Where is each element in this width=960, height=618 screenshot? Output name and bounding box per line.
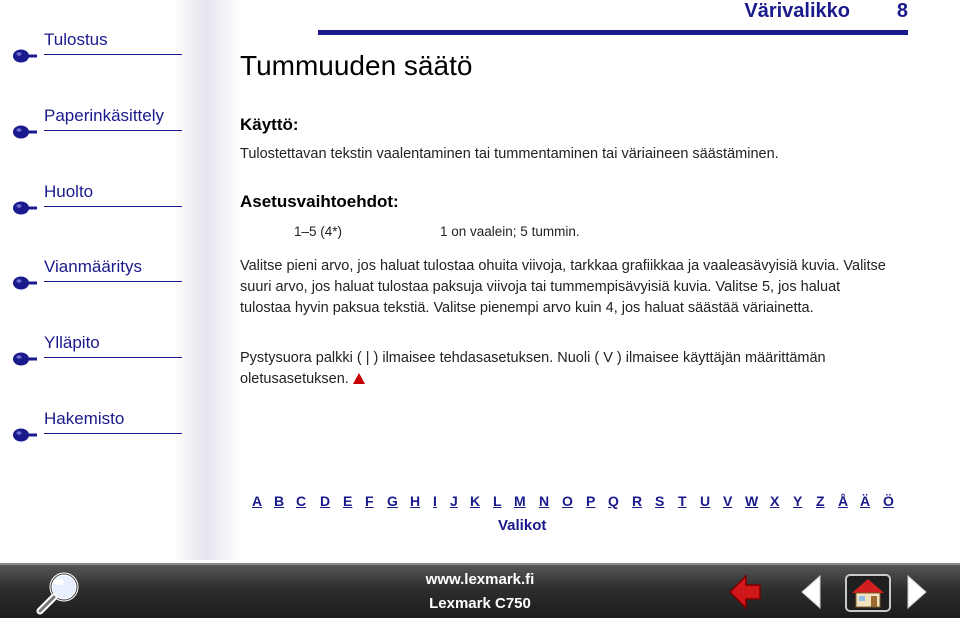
sidebar bbox=[0, 0, 240, 560]
website-url[interactable]: www.lexmark.fi bbox=[425, 571, 535, 588]
nav-bullet-icon bbox=[12, 48, 38, 64]
index-letter-m[interactable]: M bbox=[514, 493, 526, 509]
index-letter-v[interactable]: V bbox=[723, 493, 733, 509]
index-letter-j[interactable]: J bbox=[450, 493, 458, 509]
index-letter-t[interactable]: T bbox=[678, 493, 687, 509]
index-letter-n[interactable]: N bbox=[539, 493, 550, 509]
index-letter-p[interactable]: P bbox=[586, 493, 596, 509]
divider bbox=[44, 357, 182, 358]
index-letter-f[interactable]: F bbox=[365, 493, 374, 509]
divider bbox=[0, 563, 960, 565]
menus-link[interactable]: Valikot bbox=[498, 517, 547, 534]
index-letter-s[interactable]: S bbox=[655, 493, 665, 509]
product-name: Lexmark C750 bbox=[429, 595, 531, 612]
page-number: 8 bbox=[896, 0, 908, 22]
previous-page-icon[interactable] bbox=[798, 573, 824, 611]
page-title: Tummuuden säätö bbox=[240, 50, 473, 81]
index-letter-g[interactable]: G bbox=[387, 493, 398, 509]
nav-bullet-icon bbox=[12, 427, 38, 443]
option-description: 1 on vaalein; 5 tummin. bbox=[440, 224, 580, 239]
default-setting-note bbox=[240, 348, 900, 390]
index-letter-r[interactable]: R bbox=[632, 493, 643, 509]
divider bbox=[44, 433, 182, 434]
home-icon[interactable] bbox=[844, 573, 892, 613]
index-letter-u[interactable]: U bbox=[700, 493, 711, 509]
index-letter-e[interactable]: E bbox=[343, 493, 353, 509]
index-letter-a-ring[interactable]: Å bbox=[838, 493, 849, 509]
main-content bbox=[240, 0, 920, 560]
sidebar-item-label: Huolto bbox=[44, 182, 94, 201]
index-letter-x[interactable]: X bbox=[770, 493, 780, 509]
settings-heading: Asetusvaihtoehdot: bbox=[240, 192, 399, 211]
index-letter-c[interactable]: C bbox=[296, 493, 307, 509]
divider bbox=[44, 206, 182, 207]
default-setting-text: Pystysuora palkki ( | ) ilmaisee tehdasasetuksen. Nuoli ( V ) ilmaisee käyttäjän määrittämän oletusasetuksen. bbox=[240, 350, 826, 387]
sidebar-item-paperinkasittely[interactable] bbox=[12, 106, 182, 146]
nav-bullet-icon bbox=[12, 200, 38, 216]
sidebar-item-label: Paperinkäsittely bbox=[44, 106, 165, 125]
sidebar-item-label: Ylläpito bbox=[44, 333, 100, 352]
divider bbox=[44, 130, 182, 131]
index-letter-d[interactable]: D bbox=[320, 493, 331, 509]
usage-heading: Käyttö: bbox=[240, 115, 299, 134]
index-letter-o-umlaut[interactable]: Ö bbox=[883, 493, 894, 509]
description-paragraph: Valitse pieni arvo, jos haluat tulostaa ohuita viivoja, tarkkaa grafiikkaa ja vaaleasävyisiä kuvia. Valitse suuri arvo, jos haluat tulostaa paksuja viivoja tai tummempisävyisiä kuvia. Valitse 5, jos haluat tulostaa hyvin paksua tekstiä. Valitse pienempi arvo kuin 4, jos haluat säästää väriainetta. bbox=[240, 258, 886, 316]
index-letter-l[interactable]: L bbox=[493, 493, 502, 509]
index-letter-a-umlaut[interactable]: Ä bbox=[860, 493, 871, 509]
index-letter-q[interactable]: Q bbox=[608, 493, 619, 509]
divider bbox=[44, 281, 182, 282]
nav-bullet-icon bbox=[12, 351, 38, 367]
index-letter-i[interactable]: I bbox=[433, 493, 437, 509]
option-value: 1–5 (4*) bbox=[294, 224, 343, 239]
index-letter-b[interactable]: B bbox=[274, 493, 285, 509]
sidebar-item-tulostus[interactable] bbox=[12, 30, 182, 70]
section-title: Värivalikko bbox=[744, 0, 850, 22]
sidebar-item-label: Vianmääritys bbox=[44, 257, 142, 276]
sidebar-item-huolto[interactable] bbox=[12, 182, 182, 222]
index-letter-a[interactable]: A bbox=[252, 493, 263, 509]
back-arrow-icon[interactable] bbox=[726, 573, 764, 611]
index-letter-w[interactable]: W bbox=[745, 493, 759, 509]
sidebar-item-vianmaaritys[interactable] bbox=[12, 257, 182, 297]
index-letter-z[interactable]: Z bbox=[816, 493, 825, 509]
index-letter-k[interactable]: K bbox=[470, 493, 481, 509]
sidebar-item-label: Hakemisto bbox=[44, 409, 125, 428]
bottom-toolbar bbox=[0, 563, 960, 618]
index-letter-o[interactable]: O bbox=[562, 493, 573, 509]
usage-text: Tulostettavan tekstin vaalentaminen tai tummentaminen tai väriaineen säästäminen. bbox=[240, 146, 779, 162]
sidebar-item-hakemisto[interactable] bbox=[12, 409, 182, 449]
sidebar-item-label: Tulostus bbox=[44, 30, 108, 49]
divider bbox=[44, 54, 182, 55]
nav-bullet-icon bbox=[12, 124, 38, 140]
next-page-icon[interactable] bbox=[904, 573, 930, 611]
index-letter-y[interactable]: Y bbox=[793, 493, 803, 509]
nav-bullet-icon bbox=[12, 275, 38, 291]
up-triangle-icon[interactable] bbox=[353, 373, 365, 384]
sidebar-item-yllapito[interactable] bbox=[12, 333, 182, 373]
index-letter-h[interactable]: H bbox=[410, 493, 421, 509]
